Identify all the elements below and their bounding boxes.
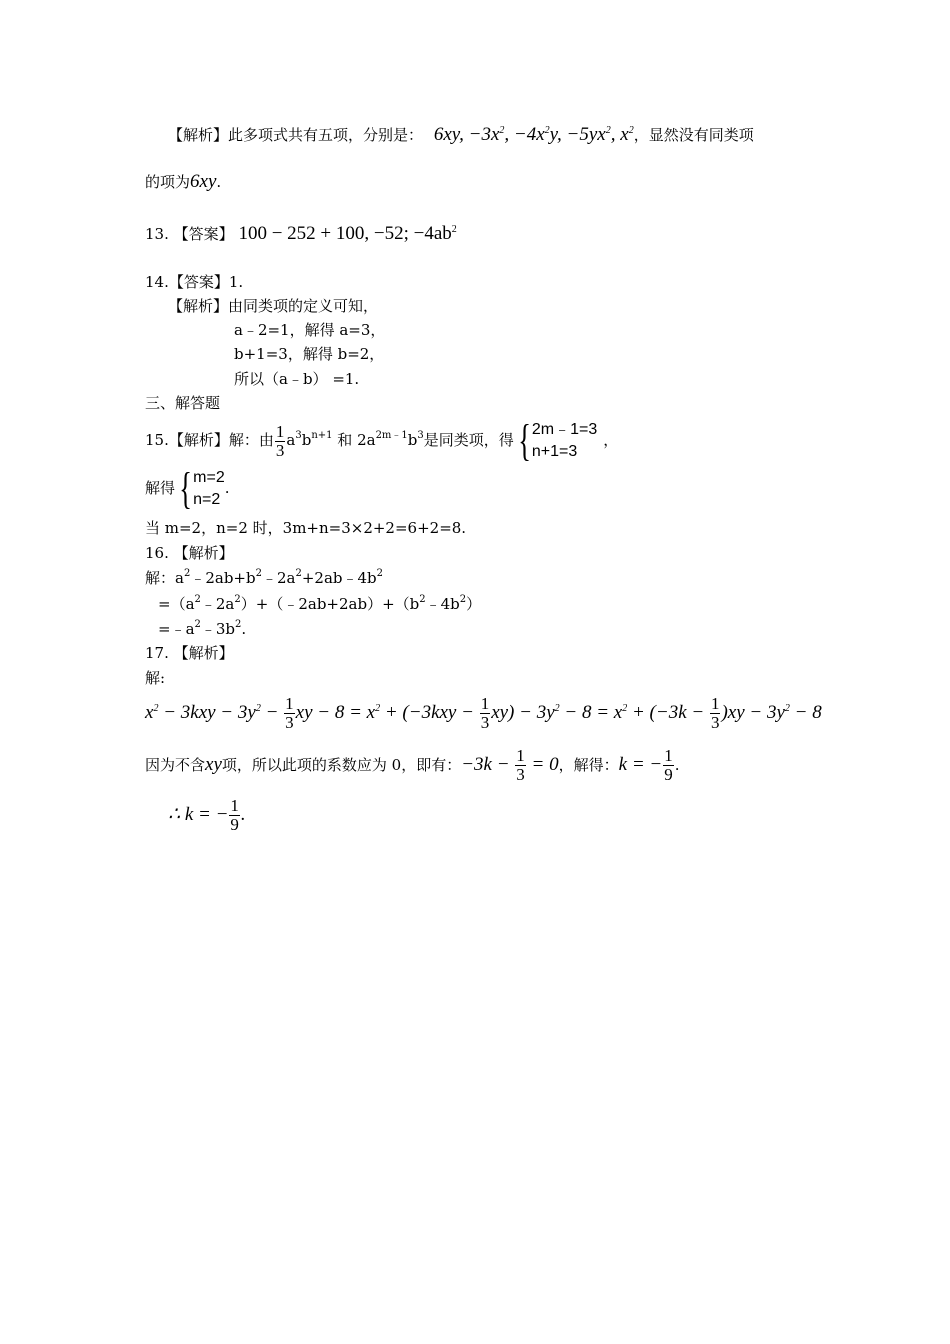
q15-tag: 【解析】: [168, 431, 229, 449]
analysis-text: 此多项式共有五项，分别是：: [228, 126, 424, 144]
q15-solution: 解得 { m=2 n=2 .: [145, 464, 230, 513]
q14-step-1: a﹣2=1，解得 a=3，: [234, 321, 386, 339]
q17-jie: 解:: [145, 669, 166, 687]
analysis-tag: 【解析】: [168, 126, 229, 144]
q13-expression: 100 − 252 + 100, −52; $-4ab^2$: [238, 223, 457, 244]
q16-step-1: 解：$a^2﹣2ab+b^2﹣2a^2+2ab﹣4b^2$: [145, 568, 384, 587]
q17-reason: 因为不含xy项，所以此项的系数应为 0，即有：−3k − $\frac{1}{3}$ = 0，解得：k = − $\frac{1}{9}$ .: [145, 746, 680, 785]
q13-tag: 【答案】: [173, 225, 234, 243]
q14-tag: 【答案】: [168, 273, 229, 291]
q14-number: 14.: [145, 273, 169, 291]
analysis-tail: ，显然没有同类项: [633, 126, 754, 144]
q17-line: [145, 643, 234, 663]
q13-line: [145, 224, 457, 244]
analysis-line-2: [145, 172, 221, 192]
terms-expression: 6xy, $-3x^2$, $-4x^2y$, $-5yx^2$, $x^2$: [433, 124, 634, 145]
q17-tag: 【解析】: [173, 644, 234, 662]
q17-equation: $x^2 - 3kxy - 3y^2$ − $\frac{1}{3}$ xy − $8 = x^2 + (-3kxy$ − $\frac{1}{3}$ $xy) - 3y^2 - 8 = x^2 + (-3k$ − $\frac{1}{3}$ )$xy - 3y^2 - 8$: [145, 694, 822, 733]
q14-step-2: b+1=3，解得 b=2，: [234, 345, 385, 363]
q17-frac-1: $\frac{1}{3}$: [285, 694, 294, 733]
q17-condition: −3k − $\frac{1}{3}$ = 0: [461, 746, 559, 785]
q15-same: 是同类项，得: [423, 431, 514, 449]
q15-system: { 2m﹣1=3 n+1=3: [518, 416, 598, 465]
line2-end: .: [216, 173, 222, 191]
q15-lead: 解：由: [228, 431, 274, 449]
q17-xy: xy: [205, 754, 222, 775]
q15-solve: 解得: [145, 479, 176, 497]
q17-therefore: ∴ k = − $\frac{1}{9}$ .: [168, 796, 246, 835]
q14-analysis: [168, 296, 378, 316]
q16-number: 16.: [145, 544, 169, 562]
line2-expr: 6xy: [190, 171, 217, 192]
line2-text: 的项为: [145, 173, 191, 191]
q15-conclusion: 当 m=2，n=2 时，3m+n=3×2+2=6+2=8.: [145, 519, 467, 537]
q15-and: 和 2a: [337, 431, 376, 449]
q17-frac-2: $\frac{1}{3}$: [480, 694, 490, 733]
q15-solution-system: { m=2 n=2: [179, 464, 225, 513]
q16-step-2: $=(a^2﹣2a^2)+(﹣2ab+2ab)+(b^2﹣4b^2)$: [158, 594, 482, 613]
q16-line: [145, 543, 234, 563]
q17-number: 17.: [145, 644, 169, 662]
analysis-line-1: [168, 125, 754, 145]
q15-fraction: $\frac{1}{3}$: [275, 421, 285, 460]
q16-tag: 【解析】: [173, 544, 234, 562]
q17-k-value: k = − $\frac{1}{9}$: [618, 746, 673, 785]
section-title: 三、解答题: [145, 394, 221, 412]
q14-line: [145, 272, 243, 292]
q16-step-3: $=﹣a^2﹣3b^2$.: [158, 619, 247, 638]
q14-step-3: 所以（a﹣b） =1.: [234, 370, 360, 388]
q13-number: 13.: [145, 225, 169, 243]
q15-number: 15.: [145, 431, 169, 449]
q15-line: 15.【解析】解：由 $\frac{1}{3}$ $a^3b^{n+1}$ 和 $2a^{2m﹣1}b^3$是同类项，得 { 2m﹣1=3 n+1=3 ，: [145, 416, 619, 465]
q14-analysis-text: 由同类项的定义可知，: [228, 297, 379, 315]
q17-frac-3: $\frac{1}{3}$: [710, 694, 720, 733]
q14-analysis-tag: 【解析】: [168, 297, 229, 315]
q14-answer: 1.: [228, 273, 244, 291]
